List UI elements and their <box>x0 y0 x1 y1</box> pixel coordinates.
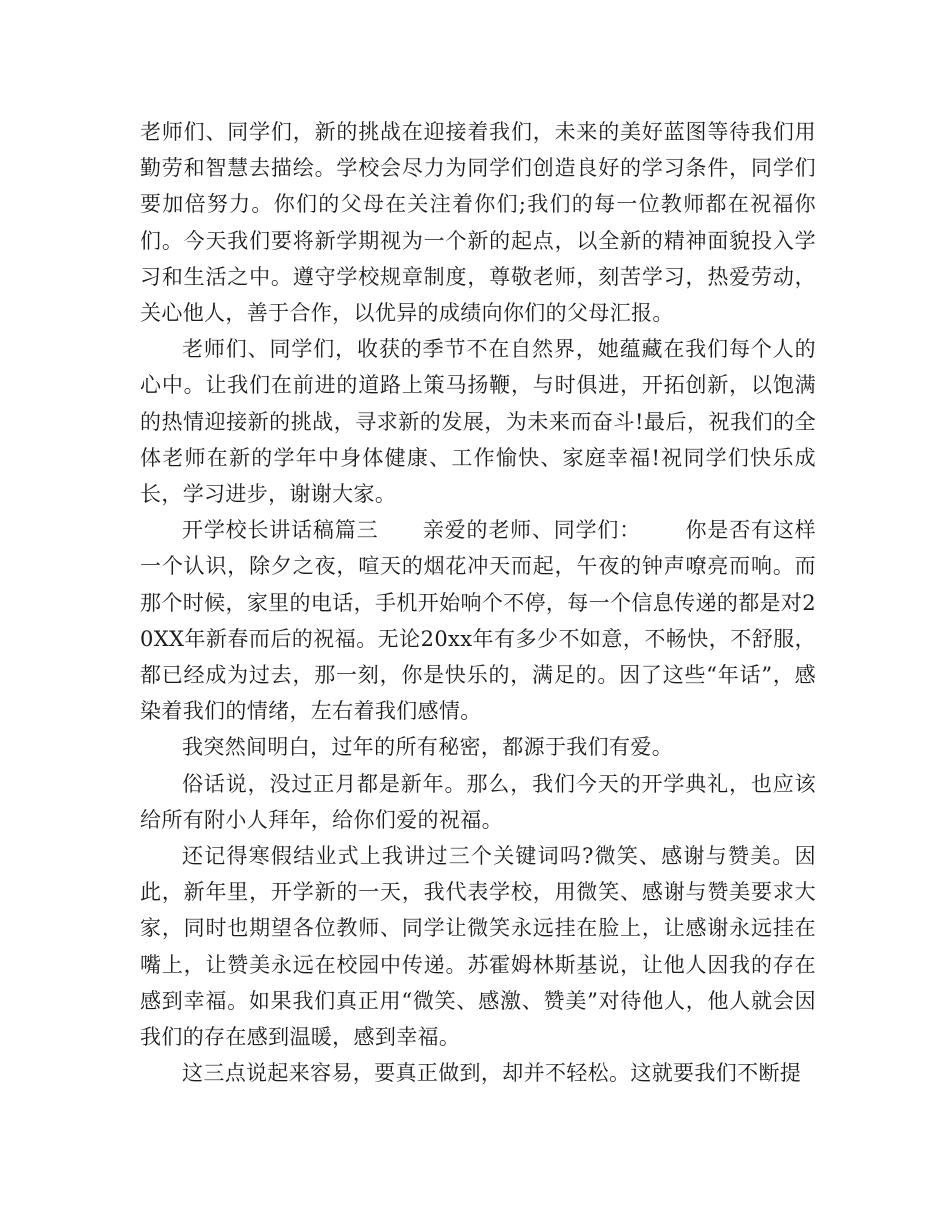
paragraph-1: 老师们、同学们，新的挑战在迎接着我们，未来的美好蓝图等待我们用勤劳和智慧去描绘。学校会尽力为同学们创造良好的学习条件，同学们要加倍努力。你们的父母在关注着你们;我们的每一位教师都在祝福你们。今天我们要将新学期视为一个新的起点，以全新的精神面貌投入学习和生活之中。遵守学校规章制度，尊敬老师，刻苦学习，热爱劳动，关心他人，善于合作，以优异的成绩向你们的父母汇报。 <box>140 120 816 326</box>
document-page <box>140 114 816 1091</box>
paragraph-4: 我突然间明白，过年的所有秘密，都源于我们有爱。 <box>182 735 674 760</box>
paragraph-7: 这三点说起来容易，要真正做到，却并不轻松。这就要我们不断提 <box>182 1061 802 1086</box>
paragraph-6: 还记得寒假结业式上我讲过三个关键词吗?微笑、感谢与赞美。因此，新年里，开学新的一天，我代表学校，用微笑、感谢与赞美要求大家，同时也期望各位教师、同学让微笑永远挂在脸上，让感谢永远挂在嘴上，让赞美永远在校园中传递。苏霍姆林斯基说，让他人因我的存在感到幸福。如果我们真正用“微笑、感激、赞美”对待他人，他人就会因我们的存在感到温暖，感到幸福。 <box>140 844 816 1050</box>
salutation: 亲爱的老师、同学们： <box>422 518 642 543</box>
paragraph-3 <box>140 512 816 729</box>
paragraph-2: 老师们、同学们，收获的季节不在自然界，她蕴藏在我们每个人的心中。让我们在前进的道路上策马扬鞭，与时俱进，开拓创新，以饱满的热情迎接新的挑战，寻求新的发展，为未来而奋斗!最后，祝我们的全体老师在新的学年中身体健康、工作愉快、家庭幸福!祝同学们快乐成长，学习进步，谢谢大家。 <box>140 337 816 507</box>
paragraph-3-body: 你是否有这样一个认识，除夕之夜，喧天的烟花冲天而起，午夜的钟声嘹亮而响。而那个时候，家里的电话，手机开始响个不停，每一个信息传递的都是对20XX年新春而后的祝福。无论20xx年有多少不如意，不畅快，不舒服，都已经成为过去，那一刻，你是快乐的，满足的。因了这些“年话”，感染着我们的情绪，左右着我们感情。 <box>140 518 817 724</box>
section-heading: 开学校长讲话稿篇三 <box>182 518 379 543</box>
paragraph-5: 俗话说，没过正月都是新年。那么，我们今天的开学典礼，也应该给所有附小人拜年，给你们爱的祝福。 <box>140 771 816 832</box>
